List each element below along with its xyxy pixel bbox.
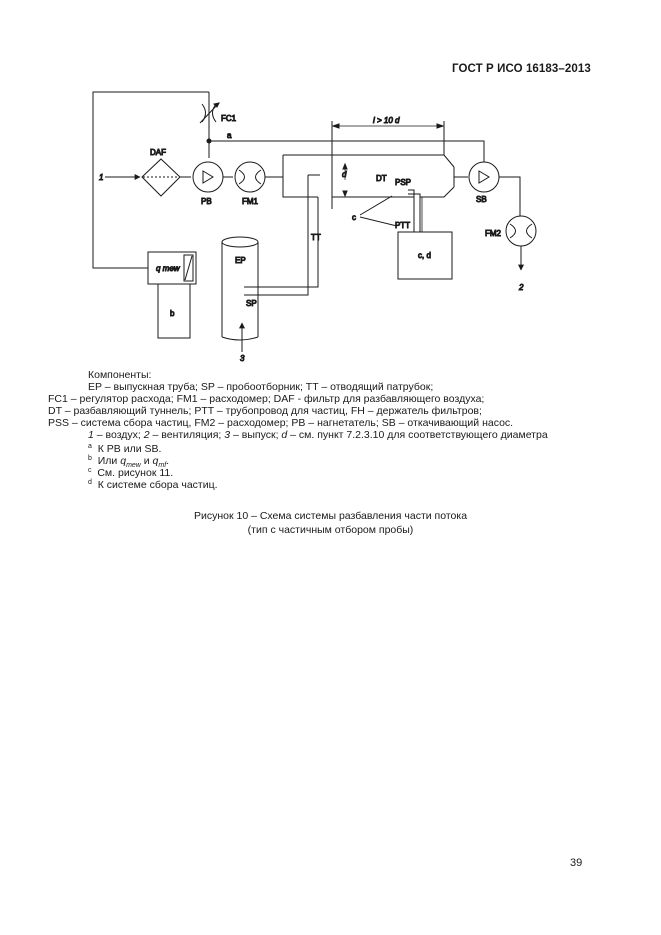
footnote-a-marker: a bbox=[88, 443, 92, 450]
pb-label: PB bbox=[201, 197, 212, 206]
key-d-text: – см. пункт 7.2.3.10 для соответствующего диаметра bbox=[287, 429, 548, 441]
tt-label: TT bbox=[311, 233, 321, 242]
footnote-c-text: См. рисунок 11. bbox=[97, 467, 174, 479]
pb-blower bbox=[193, 162, 233, 192]
exhaust-pipe bbox=[222, 237, 258, 340]
key-1: 1 bbox=[88, 429, 94, 441]
cd-label: c, d bbox=[418, 251, 431, 260]
footnote-b-pre: Или bbox=[97, 455, 121, 467]
daf-label: DAF bbox=[150, 148, 166, 157]
footnote-b-s2: mf bbox=[158, 462, 167, 470]
footnote-c-marker: c bbox=[88, 467, 92, 474]
footnote-a-mark: a bbox=[227, 131, 232, 140]
ep-label: EP bbox=[235, 256, 246, 265]
footnote-b-s1: mew bbox=[126, 462, 141, 470]
sb-label: SB bbox=[476, 195, 487, 204]
footnote-b-mid: и bbox=[140, 455, 153, 467]
daf-filter bbox=[142, 159, 191, 196]
figure-subcaption: (тип с частичным отбором пробы) bbox=[247, 524, 414, 536]
length-label: l > 10 d bbox=[373, 116, 400, 125]
footnote-b-q1: q bbox=[120, 455, 127, 467]
dilution-system-diagram bbox=[0, 0, 661, 370]
footnote-a-text: К PB или SB. bbox=[97, 443, 162, 455]
fc1-label: FC1 bbox=[221, 114, 237, 123]
page-number: 39 bbox=[570, 857, 583, 869]
inlet-1-label: 1 bbox=[99, 173, 104, 182]
length-dimension bbox=[332, 121, 444, 155]
legend-title: Компоненты: bbox=[88, 369, 152, 381]
key-d: d bbox=[281, 429, 288, 441]
key-2: 2 bbox=[143, 429, 150, 441]
ptt-label: PTT bbox=[395, 221, 411, 230]
fm1-flowmeter bbox=[235, 162, 283, 192]
diameter-label: d bbox=[342, 170, 347, 179]
footnote-d bbox=[88, 477, 218, 492]
key-3-text: – выпуск; bbox=[230, 429, 282, 441]
legend-line-2: FC1 – регулятор расхода; FM1 – расходомер; DAF - фильтр для разбавляющего воздуха; bbox=[48, 393, 485, 405]
footnote-b-end: . bbox=[166, 455, 170, 467]
figure-caption: Рисунок 10 – Схема системы разбавления части потока bbox=[193, 510, 468, 522]
key-3: 3 bbox=[224, 429, 231, 441]
fm2-label: FM2 bbox=[485, 229, 501, 238]
document-header: ГОСТ Р ИСО 16183–2013 bbox=[452, 63, 591, 75]
footnote-d-text: К системе сбора частиц. bbox=[97, 479, 218, 491]
fc1-valve bbox=[200, 92, 219, 158]
footnote-b-q2: q bbox=[152, 455, 159, 467]
key-2-text: – вентиляция; bbox=[149, 429, 225, 441]
fm2-flowmeter bbox=[506, 216, 536, 246]
c-pointer-lines bbox=[360, 196, 397, 226]
outlet-2-label: 2 bbox=[519, 283, 524, 292]
b-label: b bbox=[170, 309, 175, 318]
sp-label: SP bbox=[246, 299, 257, 308]
qmew-signal-line bbox=[93, 92, 209, 268]
psp-label: PSP bbox=[395, 178, 412, 187]
qmew-label: q mew bbox=[156, 264, 180, 273]
key-1-text: – воздух; bbox=[93, 429, 144, 441]
line-to-sb bbox=[209, 141, 484, 162]
exhaust-3-label: 3 bbox=[240, 354, 245, 363]
fm1-label: FM1 bbox=[242, 197, 258, 206]
c-label: c bbox=[352, 213, 356, 222]
legend-line-4: PSS – система сбора частиц, FM2 – расходомер; PB – нагнетатель; SB – откачивающий насос. bbox=[48, 417, 514, 429]
dt-label: DT bbox=[376, 174, 387, 183]
legend-line-5 bbox=[88, 429, 548, 442]
footnote-b-marker: b bbox=[88, 455, 92, 462]
sb-pump bbox=[469, 162, 520, 216]
legend-line-1: EP – выпускная труба; SP – пробоотборник; TT – отводящий патрубок; bbox=[88, 381, 434, 393]
footnote-d-marker: d bbox=[88, 479, 92, 486]
legend-line-3: DT – разбавляющий туннель; PTT – трубопровод для частиц, FH – держатель фильтров; bbox=[48, 405, 482, 417]
